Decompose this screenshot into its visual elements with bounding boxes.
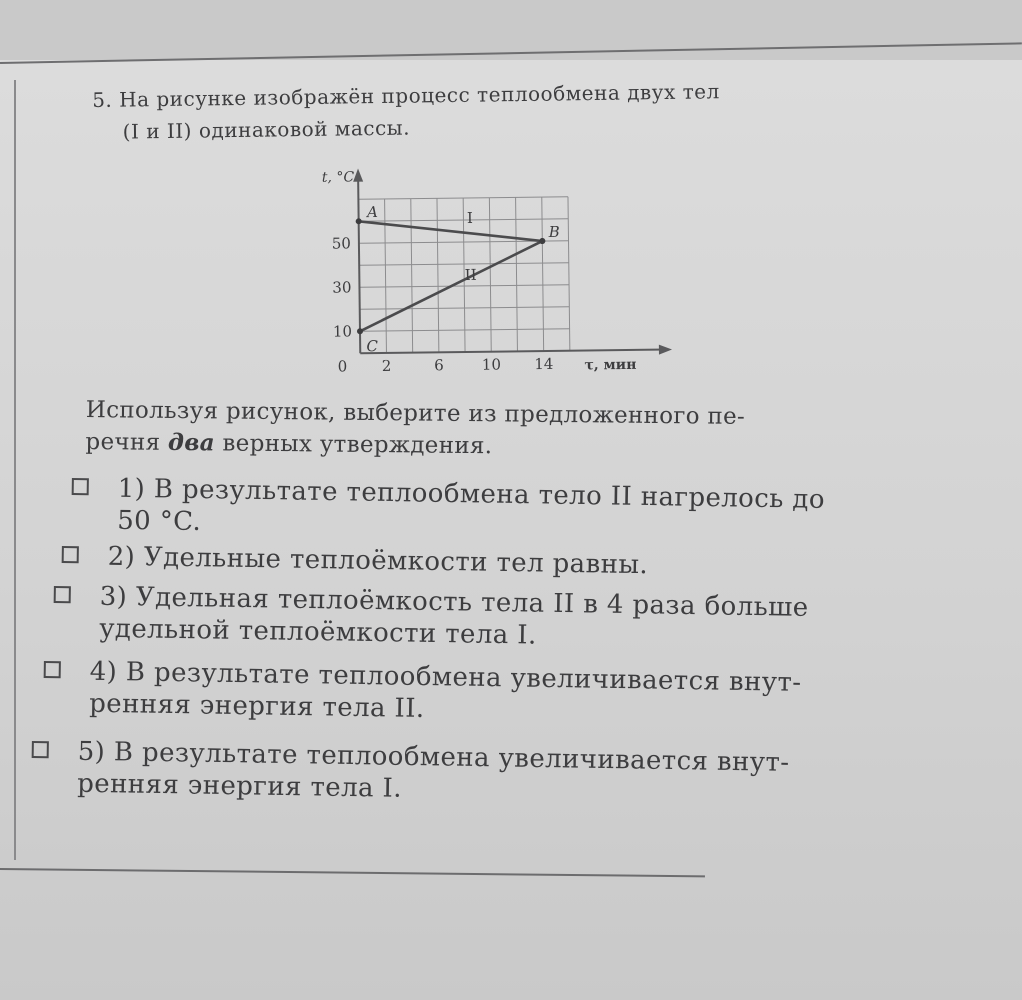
- series-label-II: II: [464, 265, 477, 284]
- heat-exchange-chart: [300, 163, 683, 383]
- instruction-line1: Используя рисунок, выберите из предложенного пе-: [85, 396, 746, 430]
- x-tick-label: 2: [381, 356, 392, 376]
- y-tick-label: 50: [331, 234, 352, 253]
- y-tick-label: 10: [332, 322, 353, 341]
- grid-line-vertical: [437, 198, 439, 352]
- frame-left-border: [14, 80, 16, 860]
- grid-line-vertical: [411, 199, 413, 353]
- series-label-I: I: [466, 208, 474, 227]
- y-axis-label: t, °C: [321, 169, 355, 186]
- point-label-B: B: [548, 222, 560, 241]
- y-axis-arrow: [353, 168, 363, 181]
- question-header: [92, 72, 923, 148]
- option-5-line1: 5) В результате теплообмена увеличивается внут-: [77, 736, 790, 778]
- option-2-line1: 2) Удельные теплоёмкости тел равны.: [107, 541, 649, 581]
- question-title-line1: На рисунке изображён процесс теплообмена двух тел: [119, 79, 720, 112]
- series-line-I: [359, 219, 543, 243]
- instruction-text: [85, 394, 926, 467]
- y-tick-label: 30: [332, 278, 352, 297]
- instruction-line2-start: речня: [85, 428, 169, 456]
- answer-option-1[interactable]: [71, 472, 932, 550]
- x-tick-label: 0: [337, 357, 348, 376]
- chart-series: [356, 216, 547, 334]
- option-1-line1: 1) В результате теплообмена тело II нагрелось до: [117, 473, 826, 515]
- grid-line-vertical: [542, 197, 544, 351]
- option-4-line1: 4) В результате теплообмена увеличивается внут-: [89, 656, 802, 698]
- checkbox-icon[interactable]: [32, 741, 49, 758]
- y-axis: [358, 177, 360, 353]
- x-tick-label: 14: [534, 354, 554, 374]
- question-number: 5.: [92, 87, 113, 112]
- instruction-line2-end: верных утверждения.: [214, 430, 493, 460]
- x-axis-arrow: [659, 344, 672, 354]
- x-tick-label: 10: [481, 355, 502, 374]
- instruction-emphasis: два: [167, 428, 216, 457]
- checkbox-icon[interactable]: [54, 586, 71, 603]
- x-axis: [360, 350, 667, 354]
- option-1-line2: 50 °C.: [117, 505, 202, 538]
- grid-line-vertical: [516, 197, 518, 351]
- checkbox-icon[interactable]: [62, 546, 79, 563]
- x-tick-label: 6: [434, 356, 444, 375]
- series-line-II: [359, 241, 543, 331]
- option-3-line1: 3) Удельная теплоёмкость тела II в 4 раза больше: [99, 581, 809, 623]
- checkbox-icon[interactable]: [44, 661, 61, 678]
- point-label-C: C: [366, 337, 379, 356]
- point-label-A: A: [367, 203, 379, 222]
- question-title-line2: (I и II) одинаковой массы.: [122, 115, 411, 144]
- option-3-line2: удельной теплоёмкости тела I.: [99, 613, 537, 651]
- grid-line-vertical: [385, 199, 387, 353]
- checkbox-icon[interactable]: [72, 478, 89, 495]
- grid-line-vertical: [568, 197, 570, 351]
- option-5-line2: ренняя энергия тела I.: [77, 768, 403, 804]
- x-axis-label: τ, мин: [584, 356, 637, 374]
- grid-line-vertical: [489, 198, 491, 352]
- option-4-line2: ренняя энергия тела II.: [89, 688, 425, 724]
- series-point-I: [356, 218, 362, 224]
